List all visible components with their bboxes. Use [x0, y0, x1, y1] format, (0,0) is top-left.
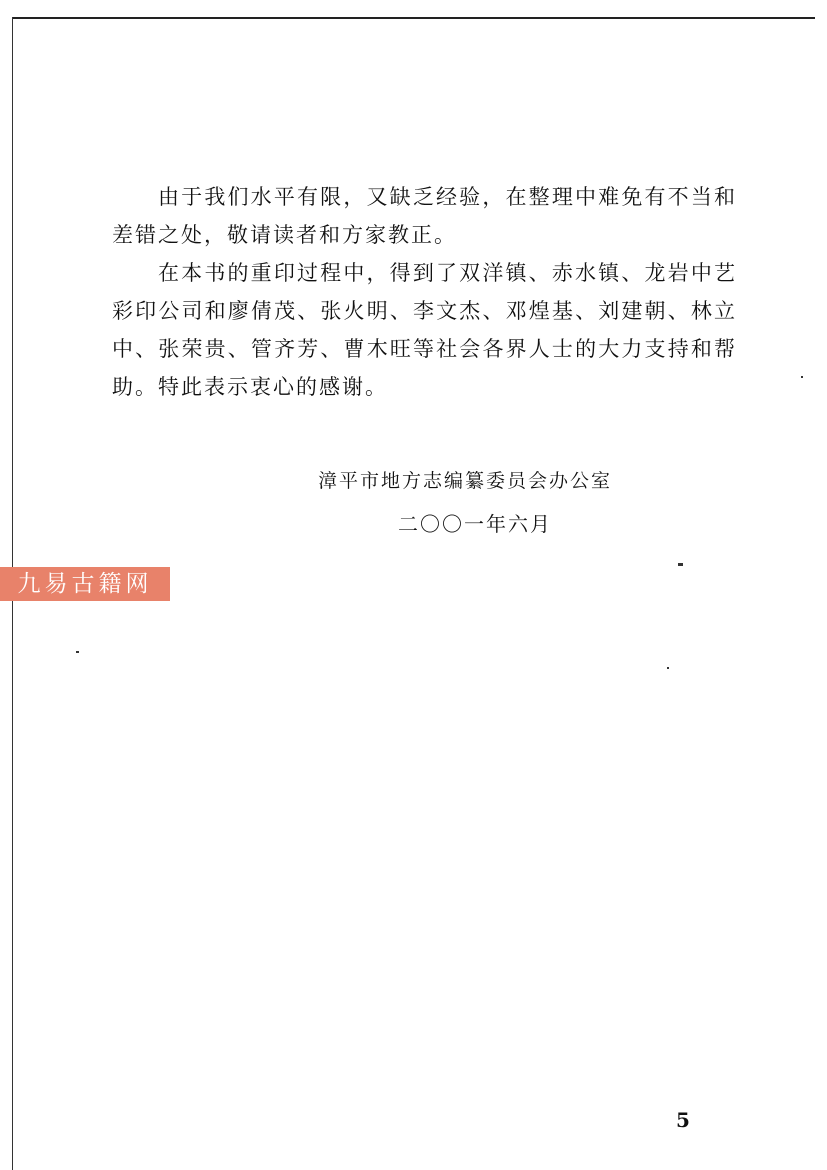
- scan-speck: [76, 651, 79, 653]
- scan-speck: [667, 667, 669, 669]
- watermark-badge: 九易古籍网: [0, 567, 170, 601]
- paragraph-acknowledgement: 在本书的重印过程中，得到了双洋镇、赤水镇、龙岩中艺彩印公司和廖倩茂、张火明、李文杰、邓煌基、刘建朝、林立中、张荣贵、管齐芳、曹木旺等社会各界人士的大力支持和帮助。特此表示衷心的感谢。: [112, 261, 737, 399]
- paragraph-apology: 由于我们水平有限，又缺乏经验，在整理中难免有不当和差错之处，敬请读者和方家教正。: [112, 185, 737, 247]
- signature-organization: 漳平市地方志编纂委员会办公室: [318, 470, 613, 492]
- signature-date: 二〇〇一年六月: [398, 512, 552, 536]
- body-text: [112, 178, 737, 406]
- top-border-rule: [12, 17, 815, 19]
- scan-speck: [678, 563, 683, 566]
- page-number: 5: [676, 1108, 690, 1132]
- scan-speck: [801, 376, 803, 378]
